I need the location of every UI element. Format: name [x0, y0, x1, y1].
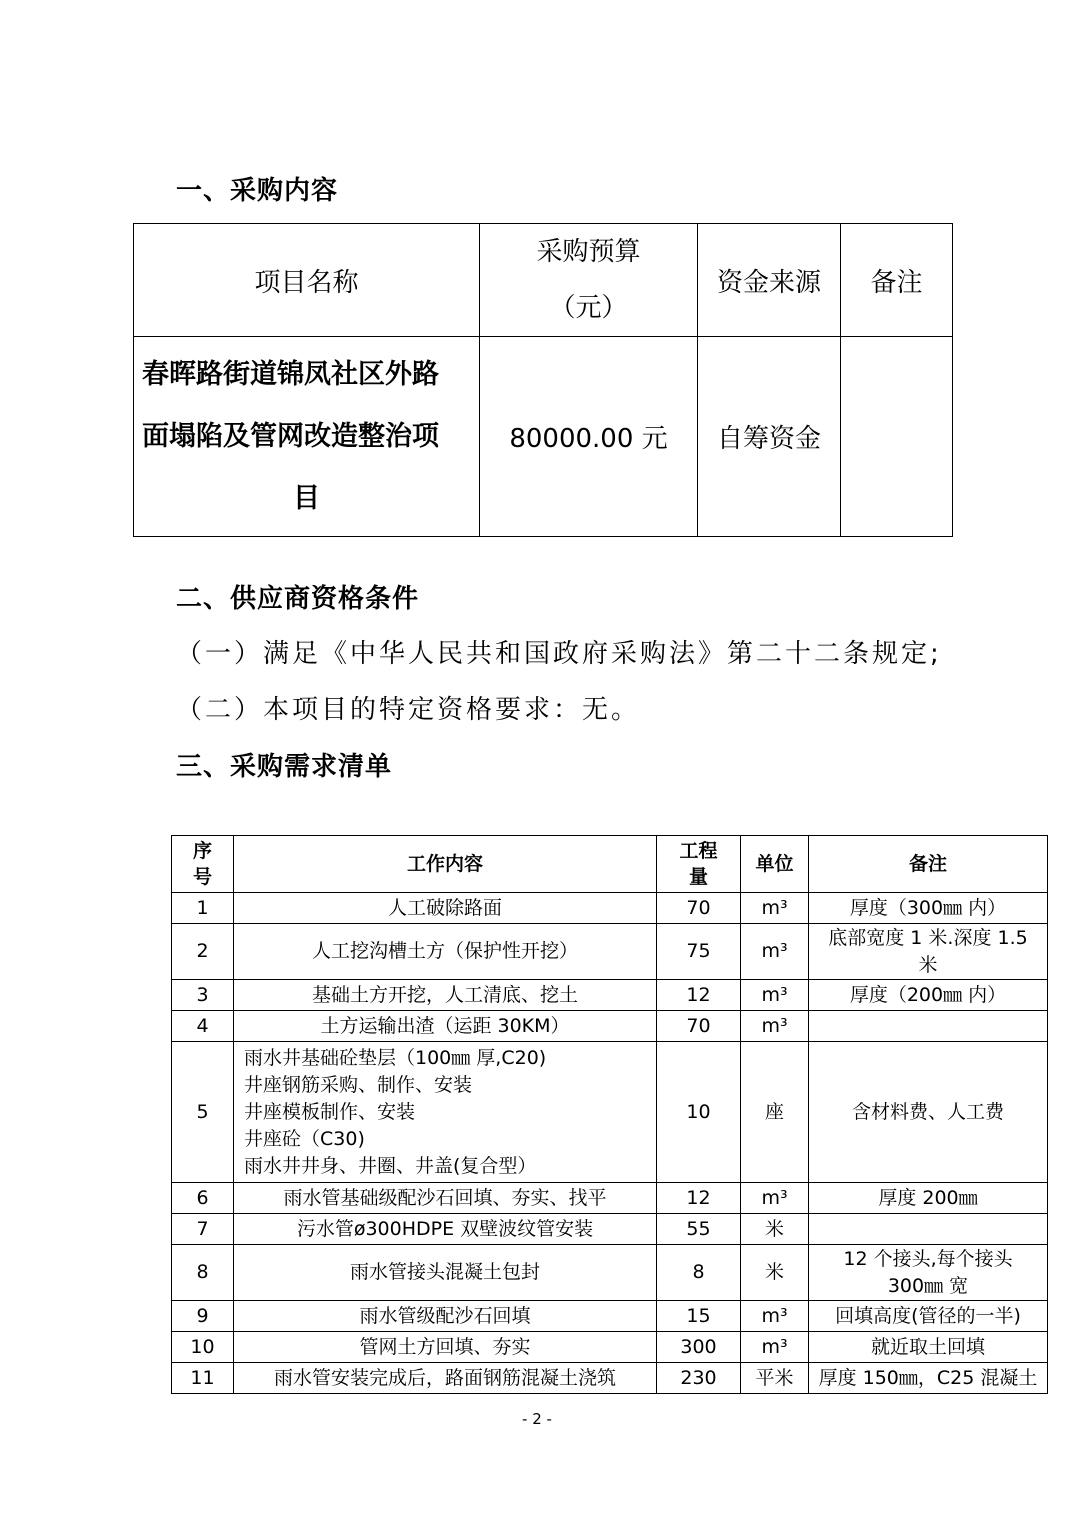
- row-unit: 米: [741, 1214, 809, 1245]
- project-name-line3: 目: [293, 482, 320, 514]
- row-remark: [809, 1042, 1048, 1183]
- row-remark-line: 底部宽度 1 米.深度 1.5: [828, 926, 1028, 949]
- section-heading-3: 三、采购需求清单: [176, 752, 393, 782]
- row-remark: [809, 893, 1048, 924]
- row-unit: 米: [741, 1245, 809, 1301]
- row-qty: 230: [657, 1363, 741, 1394]
- header-budget: [480, 224, 698, 337]
- row-qty: 12: [657, 1183, 741, 1214]
- row-content: [234, 1301, 657, 1332]
- row-content: [234, 1214, 657, 1245]
- row-unit: 座: [741, 1042, 809, 1183]
- row-content: [234, 1245, 657, 1301]
- header-project-name: 项目名称: [134, 224, 480, 337]
- row-content-line: 雨水管安装完成后，路面钢筋混凝土浇筑: [273, 1366, 616, 1389]
- header-no: 序号: [172, 836, 234, 893]
- row-qty: 15: [657, 1301, 741, 1332]
- row-unit: 平米: [741, 1363, 809, 1394]
- row-no: 9: [172, 1301, 234, 1332]
- row-content-line: 土方运输出渣（运距 30KM）: [320, 1014, 570, 1037]
- header-budget-line2: （元）: [549, 293, 628, 323]
- row-content: [234, 924, 657, 980]
- header-fund-source: 资金来源: [698, 224, 841, 337]
- header-qty: 工程量: [657, 836, 741, 893]
- row-remark: [809, 1332, 1048, 1363]
- table-row: [172, 1011, 1048, 1042]
- row-qty: 55: [657, 1214, 741, 1245]
- row-remark-line: 厚度（300㎜ 内）: [849, 896, 1007, 919]
- row-unit: m³: [741, 1183, 809, 1214]
- table-row: [172, 924, 1048, 980]
- table-row: [172, 893, 1048, 924]
- row-qty: 70: [657, 893, 741, 924]
- row-remark: [809, 1011, 1048, 1042]
- row-qty: 300: [657, 1332, 741, 1363]
- table-row: [172, 1183, 1048, 1214]
- row-unit: m³: [741, 893, 809, 924]
- budget-cell: 80000.00 元: [480, 337, 698, 537]
- row-content: [234, 1363, 657, 1394]
- row-no: 4: [172, 1011, 234, 1042]
- section-heading-1: 一、采购内容: [176, 176, 339, 206]
- table-row: [172, 1214, 1048, 1245]
- row-remark-line: 米: [918, 953, 938, 976]
- row-content-line: 人工挖沟槽土方（保护性开挖）: [311, 940, 578, 962]
- row-unit: m³: [741, 1301, 809, 1332]
- header-unit: 单位: [741, 836, 809, 893]
- row-content-line: 雨水管级配沙石回填: [359, 1304, 531, 1327]
- row-remark: [809, 980, 1048, 1011]
- remark-cell: [841, 337, 953, 537]
- table-row: [172, 980, 1048, 1011]
- requirements-table: [171, 835, 1048, 1394]
- project-name-line2: 面塌陷及管网改造整治项: [142, 420, 439, 452]
- row-content: [234, 893, 657, 924]
- row-content: [234, 1011, 657, 1042]
- row-no: 10: [172, 1332, 234, 1363]
- row-no: 6: [172, 1183, 234, 1214]
- row-qty: 70: [657, 1011, 741, 1042]
- table-row: [172, 1245, 1048, 1301]
- row-qty: 10: [657, 1042, 741, 1183]
- row-content-line: 井座钢筋采购、制作、安装: [244, 1073, 473, 1096]
- row-content-line: 污水管ø300HDPE 双壁波纹管安装: [296, 1217, 594, 1240]
- row-remark-line: 就近取土回填: [870, 1335, 985, 1358]
- row-no: 7: [172, 1214, 234, 1245]
- row-content-line: 雨水井井身、井圈、井盖(复合型）: [244, 1154, 537, 1177]
- row-no: 1: [172, 893, 234, 924]
- row-no: 3: [172, 980, 234, 1011]
- row-remark-line: 厚度（200㎜ 内）: [849, 983, 1007, 1006]
- row-qty: 8: [657, 1245, 741, 1301]
- row-remark-line: 含材料费、人工费: [851, 1100, 1004, 1123]
- row-remark: [809, 1363, 1048, 1394]
- table1-data-row: [134, 337, 953, 537]
- row-remark: [809, 1214, 1048, 1245]
- row-remark: [809, 1301, 1048, 1332]
- row-content: [234, 1332, 657, 1363]
- row-remark-line: 12 个接头,每个接头: [843, 1247, 1013, 1270]
- row-unit: m³: [741, 924, 809, 980]
- row-content-line: 雨水井基础砼垫层（100㎜ 厚,C20): [244, 1046, 547, 1069]
- row-content-line: 井座砼（C30): [244, 1127, 365, 1150]
- row-remark-line: 300㎜ 宽: [887, 1274, 969, 1297]
- procurement-content-table: [133, 223, 953, 537]
- fund-source-cell: 自筹资金: [698, 337, 841, 537]
- section-heading-2: 二、供应商资格条件: [176, 584, 420, 614]
- header-remark: 备注: [841, 224, 953, 337]
- row-no: 11: [172, 1363, 234, 1394]
- page-number: - 2 -: [522, 1410, 552, 1428]
- table-row: [172, 1301, 1048, 1332]
- table-row: [172, 1332, 1048, 1363]
- table2-header-row: [172, 836, 1048, 893]
- row-remark-line: 厚度 200㎜: [878, 1186, 978, 1209]
- row-content-line: 基础土方开挖，人工清底、挖土: [311, 983, 578, 1006]
- project-name-cell: [134, 337, 480, 537]
- row-remark-line: 回填高度(管径的一半): [835, 1304, 1021, 1327]
- requirements-table-body: [172, 893, 1048, 1394]
- row-unit: m³: [741, 980, 809, 1011]
- row-content-line: 雨水管接头混凝土包封: [349, 1261, 540, 1283]
- row-remark: [809, 924, 1048, 980]
- row-content-line: 雨水管基础级配沙石回填、夯实、找平: [283, 1186, 607, 1209]
- header-content: 工作内容: [234, 836, 657, 893]
- row-no: 8: [172, 1245, 234, 1301]
- header-remark: 备注: [809, 836, 1048, 893]
- row-content-line: 管网土方回填、夯实: [359, 1335, 531, 1358]
- header-budget-line1: 采购预算: [536, 237, 641, 267]
- row-remark: [809, 1183, 1048, 1214]
- project-name-line1: 春晖路街道锦凤社区外路: [142, 358, 439, 390]
- row-unit: m³: [741, 1332, 809, 1363]
- row-content: [234, 1042, 657, 1183]
- row-qty: 75: [657, 924, 741, 980]
- table-row: [172, 1042, 1048, 1183]
- row-no: 5: [172, 1042, 234, 1183]
- row-no: 2: [172, 924, 234, 980]
- row-remark: [809, 1245, 1048, 1301]
- table-row: [172, 1363, 1048, 1394]
- qualification-item-2: （二）本项目的特定资格要求：无。: [176, 695, 641, 725]
- qualification-item-1: （一）满足《中华人民共和国政府采购法》第二十二条规定;: [176, 639, 942, 669]
- row-unit: m³: [741, 1011, 809, 1042]
- row-qty: 12: [657, 980, 741, 1011]
- row-content-line: 人工破除路面: [387, 896, 502, 919]
- table1-header-row: [134, 224, 953, 337]
- row-remark-line: 厚度 150㎜，C25 混凝土: [818, 1366, 1038, 1389]
- row-content-line: 井座模板制作、安装: [244, 1100, 416, 1123]
- row-content: [234, 1183, 657, 1214]
- row-content: [234, 980, 657, 1011]
